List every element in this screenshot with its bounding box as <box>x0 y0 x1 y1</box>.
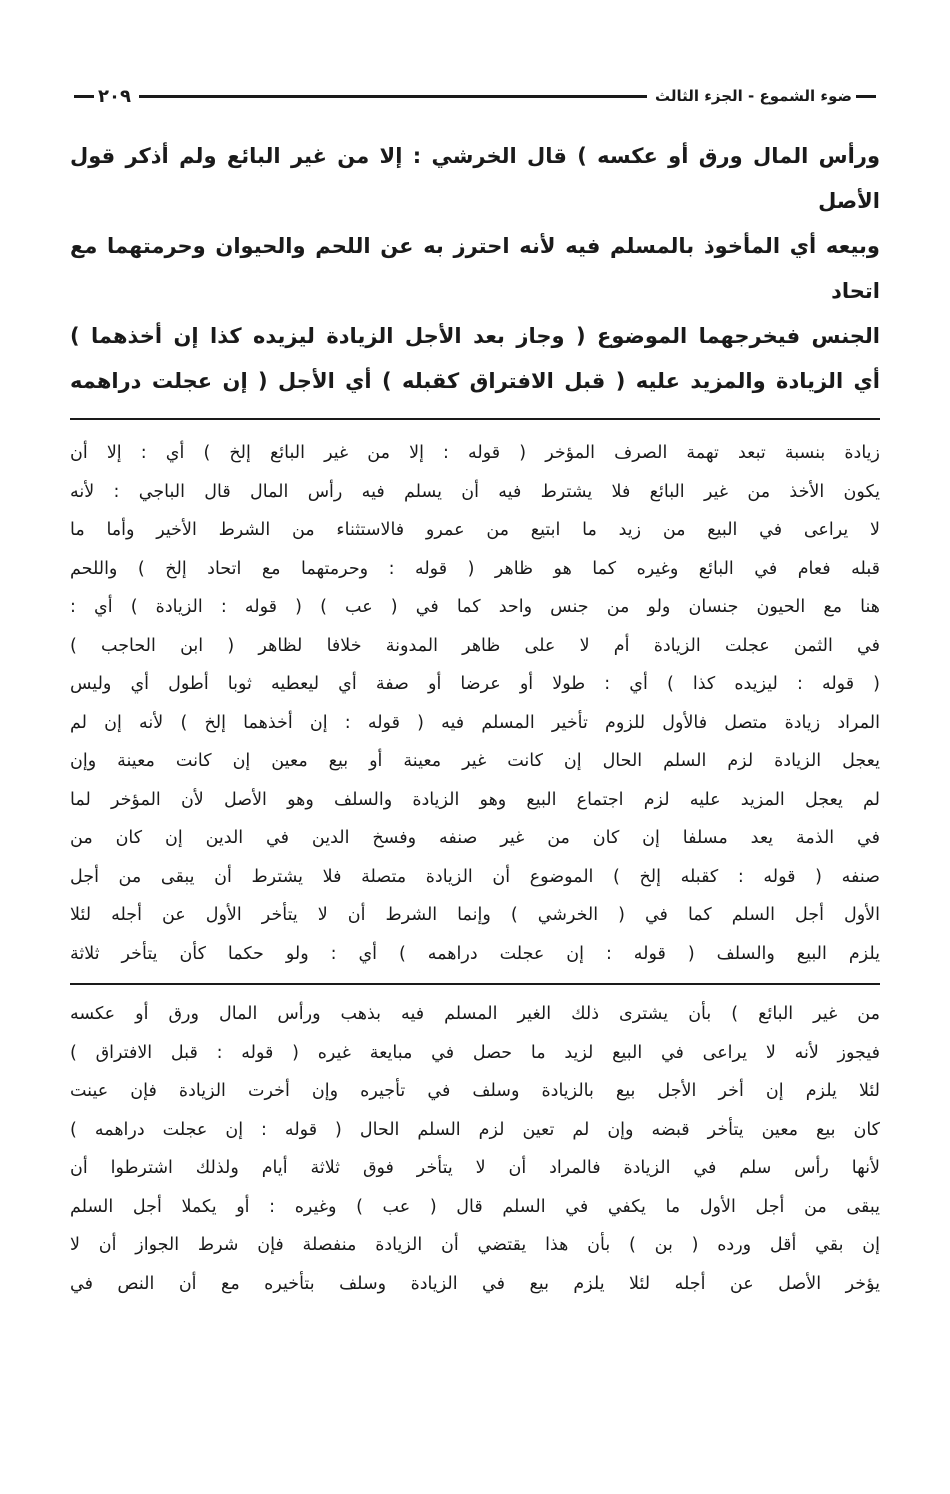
commentary-first <box>70 434 880 973</box>
commentary-line: لأنها رأس سلم في الزيادة فالمراد أن لا يتأخر فوق ثلاثة أيام ولذلك اشترطوا أن <box>70 1158 880 1178</box>
commentary-line: قبله فعام في البائع وغيره كما هو ظاهر ( قوله : وحرمتهما مع اتحاد إلخ ) واللحم <box>70 558 880 579</box>
commentary-second <box>70 995 880 1303</box>
commentary-line: الأول أجل السلم كما في ( الخرشي ) وإنما الشرط أن لا يتأخر الأول عن أجله لئلا <box>70 905 880 925</box>
commentary-line: لا يراعى في البيع من زيد ما ابتيع من عمرو فالاستثناء من الشرط الأخير وأما ما <box>70 520 880 540</box>
commentary-line: لم يعجل المزيد عليه لزم اجتماع البيع وهو الزيادة والسلف وهو الأصل لأن المؤخر لما <box>70 789 880 810</box>
commentary-line: إن بقي أقل ورده ( بن ) بأن هذا يقتضي أن الزيادة منفصلة فإن شرط الجواز أن لا <box>70 1235 880 1255</box>
main-line: وبيعه أي المأخوذ بالمسلم فيه لأنه احترز به عن اللحم والحيوان وحرمتهما مع اتحاد <box>70 234 880 303</box>
main-text <box>70 134 880 404</box>
commentary-line: المراد زيادة متصل فالأول للزوم تأخير المسلم فيه ( قوله : إن أخذهما إلخ ) لأنه إن لم <box>70 712 880 733</box>
commentary-line: فيجوز لأنه لا يراعى في البيع لزيد ما حصل في مبايعة غيره ( قوله : قبل الافتراق ) <box>70 1042 880 1063</box>
commentary-line: لئلا يلزم إن أخر الأجل بيع بالزيادة وسلف في تأجيره وإن أخرت الزيادة فإن عينت <box>70 1081 880 1101</box>
commentary-line: يبقى من أجل الأول ما يكفي في السلم قال ( عب ) وغيره : أو يكملا أجل السلم <box>70 1196 880 1217</box>
section-separator <box>70 418 880 420</box>
page-number: ٢٠٩ <box>98 85 131 107</box>
commentary-line: يؤخر الأصل عن أجله لئلا يلزم بيع في الزيادة وسلف بتأخيره مع أن النص في <box>70 1273 880 1294</box>
main-line: ورأس المال ورق أو عكسه ) قال الخرشي : إلا من غير البائع ولم أذكر قول الأصل <box>70 144 880 213</box>
main-line: أي الزيادة والمزيد عليه ( قبل الافتراق كقبله ) أي الأجل ( إن عجلت دراهمه <box>70 369 880 393</box>
main-line: الجنس فيخرجهما الموضوع ( وجاز بعد الأجل الزيادة ليزيده كذا إن أخذهما ) <box>70 324 880 348</box>
commentary-line: هنا مع الحيون جنسان ولو من جنس واحد كما في ( عب ) ( قوله : الزيادة ) أي : <box>70 597 880 617</box>
commentary-line: زيادة بنسبة تبعد تهمة الصرف المؤخر ( قوله : إلا من غير البائع إلخ ) أي : إلا أن <box>70 443 880 463</box>
header-dash <box>74 95 94 98</box>
header-rule <box>139 95 647 98</box>
running-header <box>70 76 880 116</box>
commentary-line: كان بيع معين يتأخر قبضه وإن لم تعين لزم السلم الحال ( قوله : إن عجلت دراهمه ) <box>70 1119 880 1140</box>
section-separator <box>70 983 880 985</box>
running-title: ضوء الشموع - الجزء الثالث <box>654 87 852 105</box>
commentary-line: صنفه ( قوله : كقبله إلخ ) الموضوع أن الزيادة متصلة فلا يشترط أن يبقى من أجل <box>70 866 880 887</box>
commentary-line: يكون الأخذ من غير البائع فلا يشترط فيه أن يسلم فيه رأس المال قال الباجي : لأنه <box>70 481 880 502</box>
commentary-line: ( قوله : ليزيده كذا ) أي : طولا أو عرضا أو صفة أي ليعطيه ثوبا أطول أي وليس <box>70 674 880 694</box>
page <box>70 76 880 1303</box>
commentary-line: في الذمة يعد مسلفا إن كان من غير صنفه وفسخ الدين في الدين إن كان من <box>70 828 880 848</box>
header-dash <box>856 95 876 98</box>
commentary-line: من غير البائع ) بأن يشترى ذلك الغير المسلم فيه بذهب ورأس المال ورق أو عكسه <box>70 1004 880 1024</box>
commentary-line: في الثمن عجلت الزيادة أم لا على ظاهر المدونة خلافا لظاهر ( ابن الحاجب ) <box>70 635 880 656</box>
commentary-line: يعجل الزيادة لزم السلم الحال إن كانت غير معينة أو بيع معين إن كانت معينة وإن <box>70 751 880 771</box>
commentary-line: يلزم البيع والسلف ( قوله : إن عجلت دراهمه ) أي : ولو حكما كأن يتأخر ثلاثة <box>70 943 880 964</box>
